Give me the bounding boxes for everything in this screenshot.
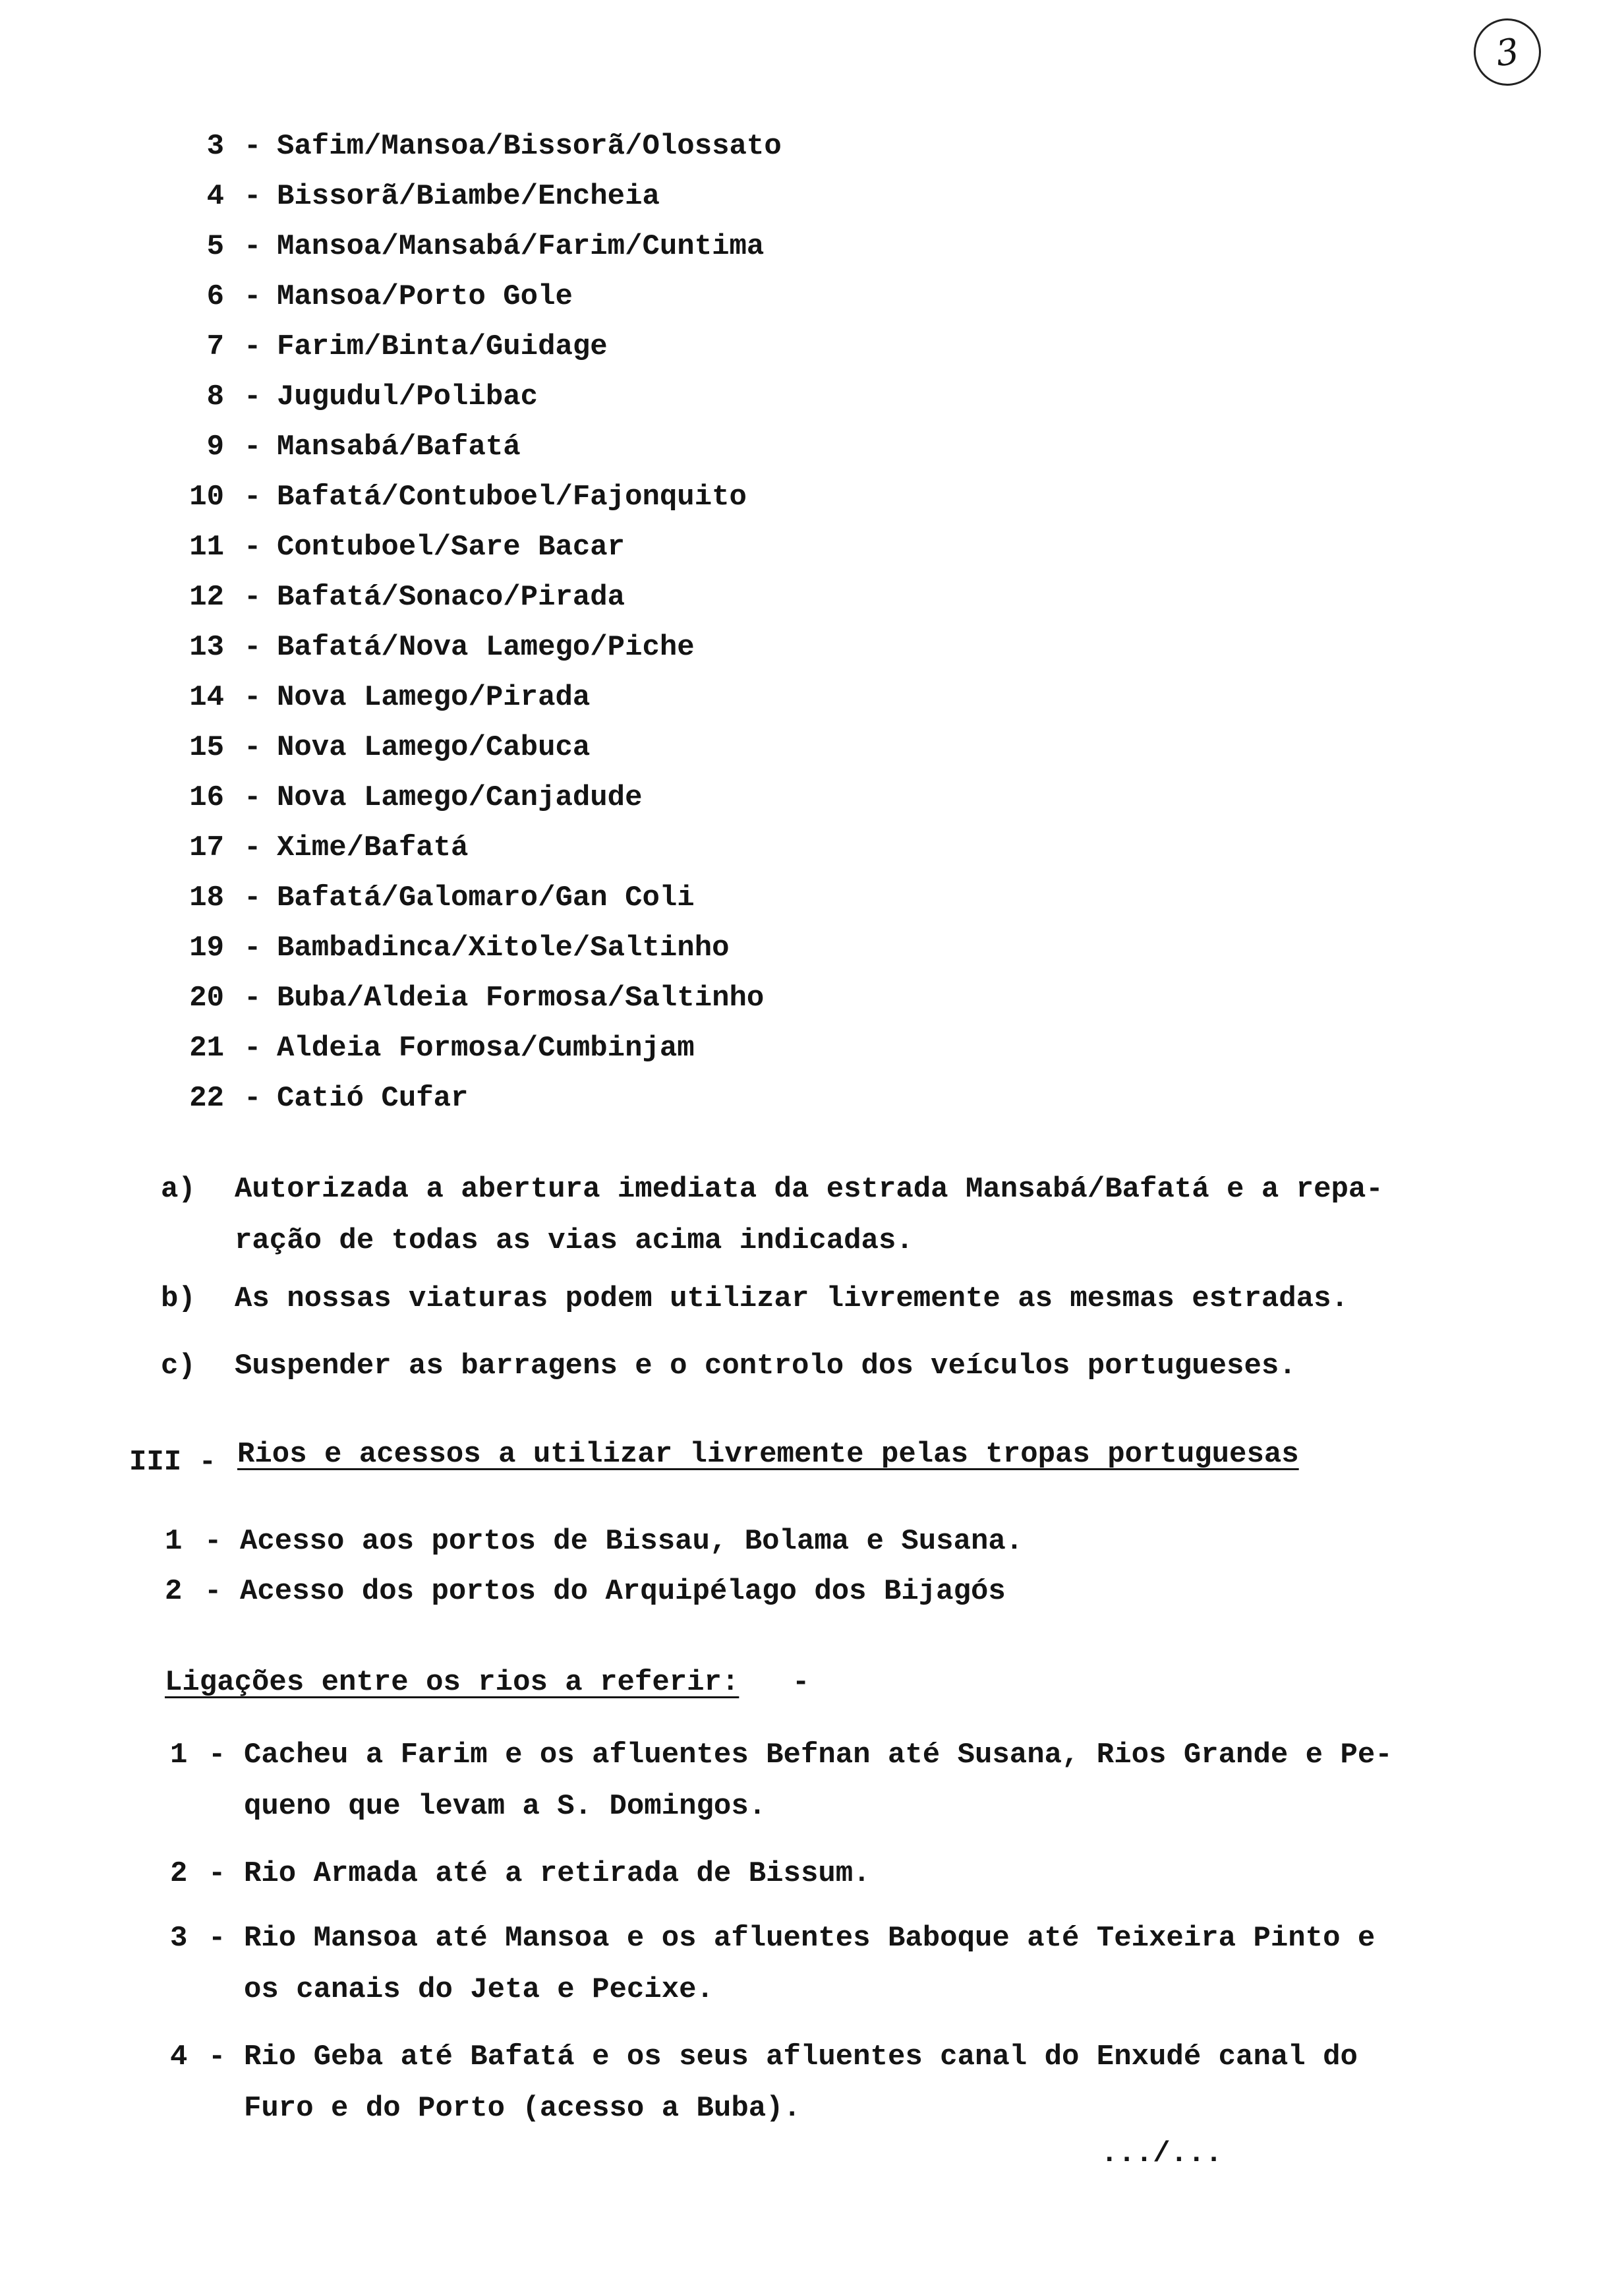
route-text: Contuboel/Sare Bacar — [277, 531, 625, 564]
route-dash: - — [244, 932, 262, 965]
route-number: 22 — [189, 1082, 224, 1115]
clause-text: ração de todas as vias acima indicadas. — [235, 1224, 914, 1257]
clause-label: b) — [161, 1282, 196, 1315]
route-number: 7 — [206, 330, 224, 363]
link-text: Rio Mansoa até Mansoa e os afluentes Baboque até Teixeira Pinto e — [244, 1922, 1376, 1955]
route-dash: - — [244, 481, 262, 514]
link-text: Rio Armada até a retirada de Bissum. — [244, 1857, 871, 1890]
page-number: 3 — [1469, 14, 1545, 90]
clause-label: a) — [161, 1173, 196, 1206]
route-number: 12 — [189, 581, 224, 614]
clause-text: Suspender as barragens e o controlo dos veículos portugueses. — [235, 1350, 1296, 1382]
access-number: 2 — [165, 1575, 183, 1608]
route-text: Bafatá/Galomaro/Gan Coli — [277, 881, 695, 914]
route-dash: - — [244, 881, 262, 914]
route-text: Aldeia Formosa/Cumbinjam — [277, 1032, 695, 1065]
route-dash: - — [244, 180, 262, 213]
clause-text: Autorizada a abertura imediata da estrada Mansabá/Bafatá e a repa- — [235, 1173, 1383, 1206]
route-dash: - — [244, 380, 262, 413]
route-text: Buba/Aldeia Formosa/Saltinho — [277, 982, 765, 1015]
link-number: 4 — [170, 2040, 188, 2073]
route-number: 19 — [189, 932, 224, 965]
route-number: 9 — [206, 431, 224, 463]
route-dash: - — [244, 581, 262, 614]
access-number: 1 — [165, 1525, 183, 1558]
link-text: Cacheu a Farim e os afluentes Befnan até Susana, Rios Grande e Pe- — [244, 1739, 1393, 1771]
route-number: 21 — [189, 1032, 224, 1065]
clause-label: c) — [161, 1350, 196, 1382]
route-number: 11 — [189, 531, 224, 564]
route-number: 15 — [189, 731, 224, 764]
route-number: 6 — [206, 280, 224, 313]
route-text: Xime/Bafatá — [277, 831, 469, 864]
link-text: Furo e do Porto (acesso a Buba). — [244, 2092, 801, 2125]
route-dash: - — [244, 130, 262, 163]
access-text: Acesso aos portos de Bissau, Bolama e Susana. — [240, 1525, 1024, 1558]
route-text: Nova Lamego/Pirada — [277, 681, 591, 714]
route-text: Bissorã/Biambe/Encheia — [277, 180, 660, 213]
route-dash: - — [244, 330, 262, 363]
route-text: Bafatá/Nova Lamego/Piche — [277, 631, 695, 664]
route-dash: - — [244, 781, 262, 814]
route-text: Mansabá/Bafatá — [277, 431, 521, 463]
route-dash: - — [244, 1032, 262, 1065]
link-dash: - — [208, 1739, 226, 1771]
route-dash: - — [244, 831, 262, 864]
route-number: 13 — [189, 631, 224, 664]
link-text: queno que levam a S. Domingos. — [244, 1790, 767, 1823]
continuation-mark: .../... — [1101, 2137, 1223, 2170]
route-dash: - — [244, 731, 262, 764]
route-text: Jugudul/Polibac — [277, 380, 538, 413]
route-number: 18 — [189, 881, 224, 914]
access-text: Acesso dos portos do Arquipélago dos Bijagós — [240, 1575, 1006, 1608]
link-number: 3 — [170, 1922, 188, 1955]
section-title: Rios e acessos a utilizar livremente pelas tropas portuguesas — [237, 1438, 1299, 1471]
route-number: 16 — [189, 781, 224, 814]
link-text: Rio Geba até Bafatá e os seus afluentes canal do Enxudé canal do — [244, 2040, 1358, 2073]
route-dash: - — [244, 982, 262, 1015]
route-dash: - — [244, 1082, 262, 1115]
route-text: Bafatá/Contuboel/Fajonquito — [277, 481, 747, 514]
route-text: Catió Cufar — [277, 1082, 469, 1115]
links-heading: Ligações entre os rios a referir: — [165, 1666, 740, 1699]
route-dash: - — [244, 431, 262, 463]
link-number: 2 — [170, 1857, 188, 1890]
access-dash: - — [204, 1525, 222, 1558]
route-number: 8 — [206, 380, 224, 413]
route-number: 17 — [189, 831, 224, 864]
route-text: Bambadinca/Xitole/Saltinho — [277, 932, 730, 965]
route-text: Mansoa/Porto Gole — [277, 280, 573, 313]
route-dash: - — [244, 280, 262, 313]
route-number: 14 — [189, 681, 224, 714]
link-dash: - — [208, 2040, 226, 2073]
link-dash: - — [208, 1857, 226, 1890]
links-heading-suffix: - — [792, 1666, 810, 1699]
link-dash: - — [208, 1922, 226, 1955]
clause-text: As nossas viaturas podem utilizar livremente as mesmas estradas. — [235, 1282, 1348, 1315]
route-text: Mansoa/Mansabá/Farim/Cuntima — [277, 230, 765, 263]
route-text: Bafatá/Sonaco/Pirada — [277, 581, 625, 614]
route-text: Nova Lamego/Cabuca — [277, 731, 591, 764]
route-text: Safim/Mansoa/Bissorã/Olossato — [277, 130, 782, 163]
link-text: os canais do Jeta e Pecixe. — [244, 1973, 714, 2006]
route-text: Farim/Binta/Guidage — [277, 330, 608, 363]
route-number: 4 — [206, 180, 224, 213]
access-dash: - — [204, 1575, 222, 1608]
route-dash: - — [244, 681, 262, 714]
link-number: 1 — [170, 1739, 188, 1771]
route-number: 20 — [189, 982, 224, 1015]
route-text: Nova Lamego/Canjadude — [277, 781, 643, 814]
route-number: 5 — [206, 230, 224, 263]
route-dash: - — [244, 230, 262, 263]
route-number: 3 — [206, 130, 224, 163]
route-dash: - — [244, 531, 262, 564]
route-number: 10 — [189, 481, 224, 514]
section-numeral: III - — [129, 1446, 217, 1479]
route-dash: - — [244, 631, 262, 664]
